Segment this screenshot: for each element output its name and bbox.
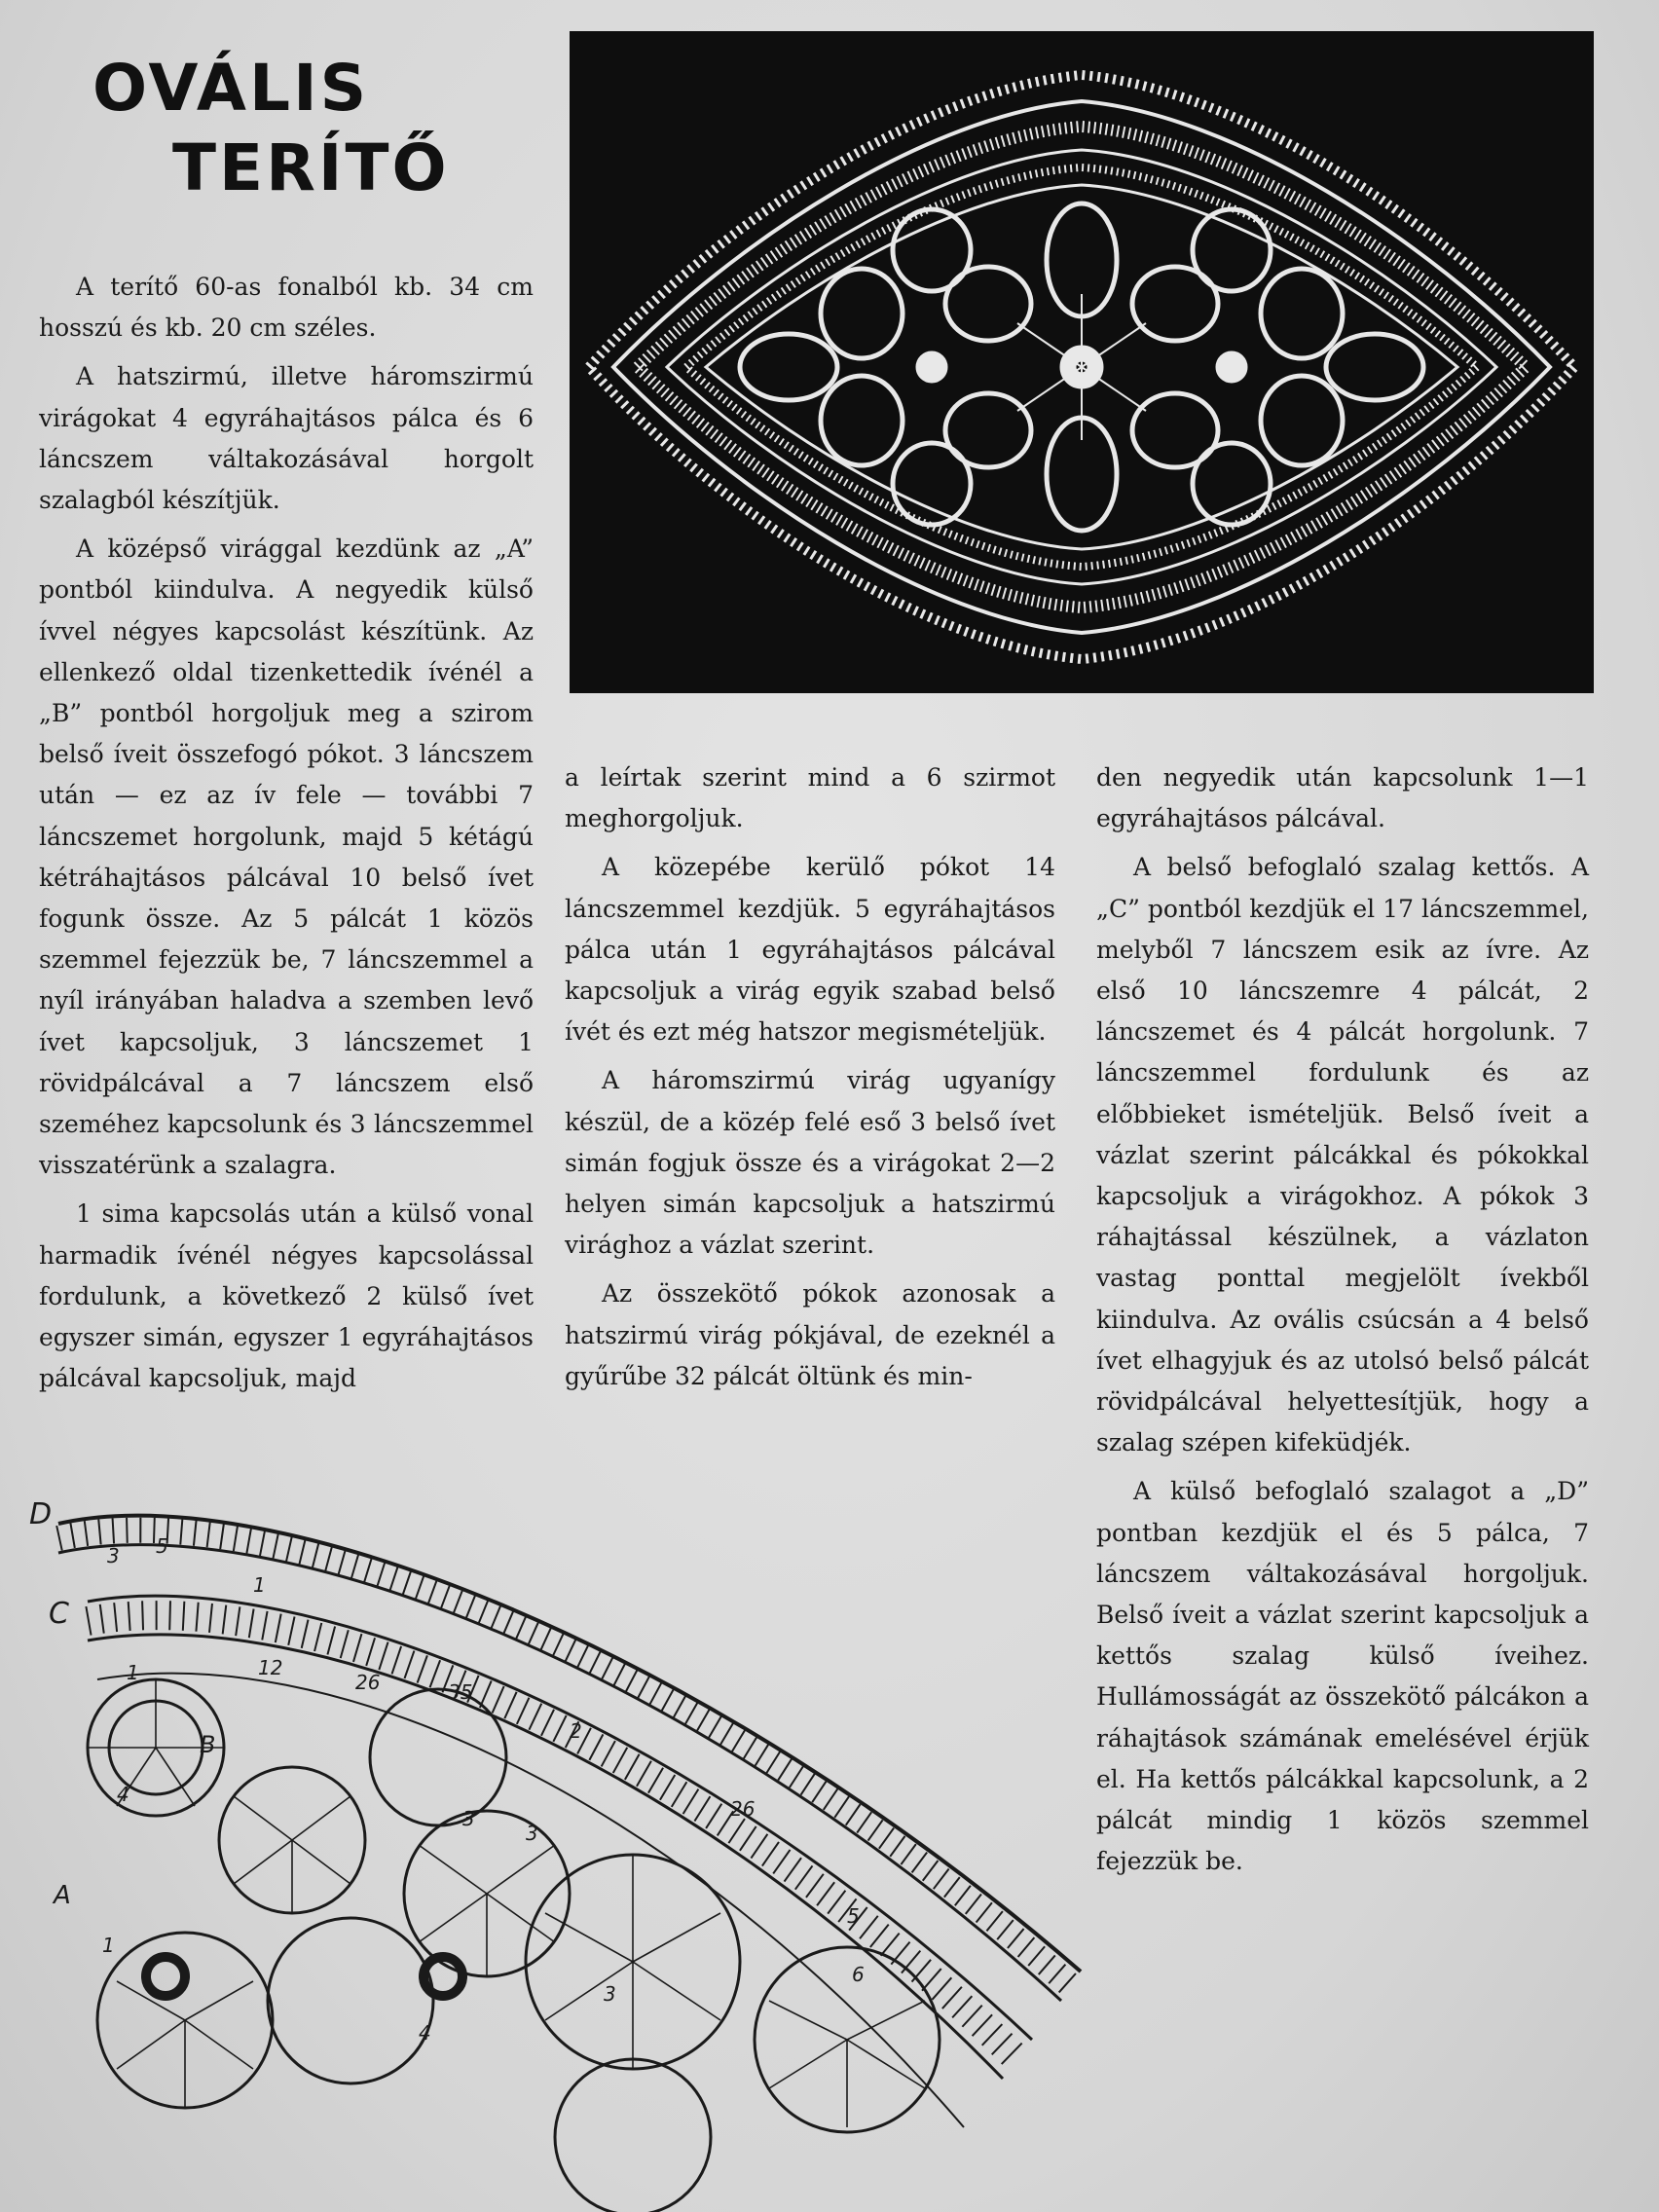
text-column-3 <box>1096 757 1589 1890</box>
chart-number: 1 <box>253 1573 266 1597</box>
paragraph: A közepébe kerülő pókot 14 láncszemmel kezdjük. 5 egyráhajtásos pálca után 1 egyráhajtásos pálcával kapcsoljuk a virág egyik szabad belső ívét és ezt még hatszor megismételjük. <box>565 853 1055 1047</box>
paragraph: A belső befoglaló szalag kettős. A „C” pontból kezdjük el 17 láncszemmel, melyből 7 láncszem esik az ívre. Az első 10 láncszemre 4 pálcát, 2 láncszemet és 4 pálcát horgolunk. 7 láncszemmel fordulunk és az előbbieket ismételjük. Belső íveit a vázlat szerint pálcákkal és pókokkal kapcsoljuk a virágokhoz. A pókok 3 ráhajtással készülnek, a vázlaton vastag ponttal megjelölt ívekből kiindulva. Az ovális csúcsán a 4 belső ívet elhagyjuk és az utolsó belső pálcát rövidpálcával helyettesítjük, hogy a szalag szépen kifeküdjék. <box>1096 853 1589 1457</box>
pattern-chart <box>29 1456 1120 2212</box>
chart-number: 35 <box>448 1680 473 1704</box>
chart-number: 6 <box>852 1963 865 1986</box>
paragraph: A hatszirmú, illetve háromszirmú virágokat 4 egyráhajtásos pálca és 6 láncszem váltakozásával horgolt szalagból készítjük. <box>39 362 534 515</box>
paragraph: a leírtak szerint mind a 6 szirmot meghorgoljuk. <box>565 763 1055 833</box>
paragraph: A terítő 60-as fonalból kb. 34 cm hosszú és kb. 20 cm széles. <box>39 273 534 343</box>
chart-number: 3 <box>526 1822 538 1845</box>
text-column-1 <box>39 267 534 1407</box>
chart-number: 3 <box>604 1982 616 2006</box>
paragraph: den negyedik után kapcsolunk 1—1 egyráhajtásos pálcával. <box>1096 763 1589 833</box>
paragraph: 1 sima kapcsolás után a külső vonal harmadik ívénél négyes kapcsolással fordulunk, a következő 2 külső ívet egyszer simán, egyszer 1 egyráhajtásos pálcával kapcsoljuk, majd <box>39 1199 534 1393</box>
point-label-c: C <box>49 1597 69 1631</box>
doily-illustration <box>570 31 1594 693</box>
point-label-b: B <box>200 1731 216 1758</box>
chart-number: 12 <box>258 1656 283 1679</box>
paragraph: A középső virággal kezdünk az „A” pontból kiindulva. A negyedik külső ívvel négyes kapcsolást készítünk. Az ellenkező oldal tizenkettedik ívénél a „B” pontból horgoljuk meg a szirom belső íveit összefogó pókot. 3 láncszem után — ez az ív fele — további 7 láncszemet horgolunk, majd 5 kétágú kétráhajtásos pálcával 10 belső ívet fogunk össze. Az 5 pálcát 1 közös szemmel fejezzük be, 7 láncszemmel a nyíl irányában haladva a szemben levő ívet kapcsoljuk, 3 láncszemet 1 rövidpálcával a 7 láncszem első szeméhez kapcsolunk és 3 láncszemmel visszatérünk a szalagra. <box>39 535 534 1180</box>
point-label-a: A <box>54 1881 71 1910</box>
chart-number: 26 <box>355 1671 381 1694</box>
lace-doily-photo <box>570 31 1594 693</box>
crochet-diagram <box>29 1456 1120 2212</box>
chart-number: 3 <box>107 1544 120 1567</box>
chart-number: 5 <box>847 1904 860 1928</box>
chart-number: 2 <box>570 1719 582 1743</box>
title-line-2: TERÍTŐ <box>172 130 450 205</box>
chart-number: 4 <box>419 2021 431 2045</box>
chart-number: 4 <box>117 1783 129 1806</box>
chart-number: 1 <box>127 1661 139 1684</box>
paragraph: Az összekötő pókok azonosak a hatszirmú virág pókjával, de ezeknél a gyűrűbe 32 pálcát öltünk és min- <box>565 1279 1055 1390</box>
chart-number: 5 <box>156 1534 168 1558</box>
point-label-d: D <box>29 1497 53 1531</box>
article-title <box>92 49 450 208</box>
paragraph: A háromszirmú virág ugyanígy készül, de a közép felé eső 3 belső ívet simán fogjuk össze és a virágokat 2—2 helyen simán kapcsoljuk a hatszirmú virághoz a vázlat szerint. <box>565 1066 1055 1260</box>
paragraph: A külső befoglaló szalagot a „D” pontban kezdjük el és 5 pálca, 7 láncszem váltakozásával horgoljuk. Belső íveit a vázlat szerint kapcsoljuk a kettős szalag külső íveihez. Hullámosságát az összekötő pálcákon a ráhajtások számának emelésével érjük el. Ha kettős pálcákkal kapcsolunk, a 2 pálcát mindig 1 közös szemmel fejezzük be. <box>1096 1477 1589 1876</box>
chart-number: 26 <box>730 1797 756 1821</box>
chart-number: 3 <box>462 1807 475 1830</box>
text-column-2 <box>565 757 1055 1405</box>
chart-number: 1 <box>102 1934 115 1957</box>
title-line-1: OVÁLIS <box>92 51 370 126</box>
